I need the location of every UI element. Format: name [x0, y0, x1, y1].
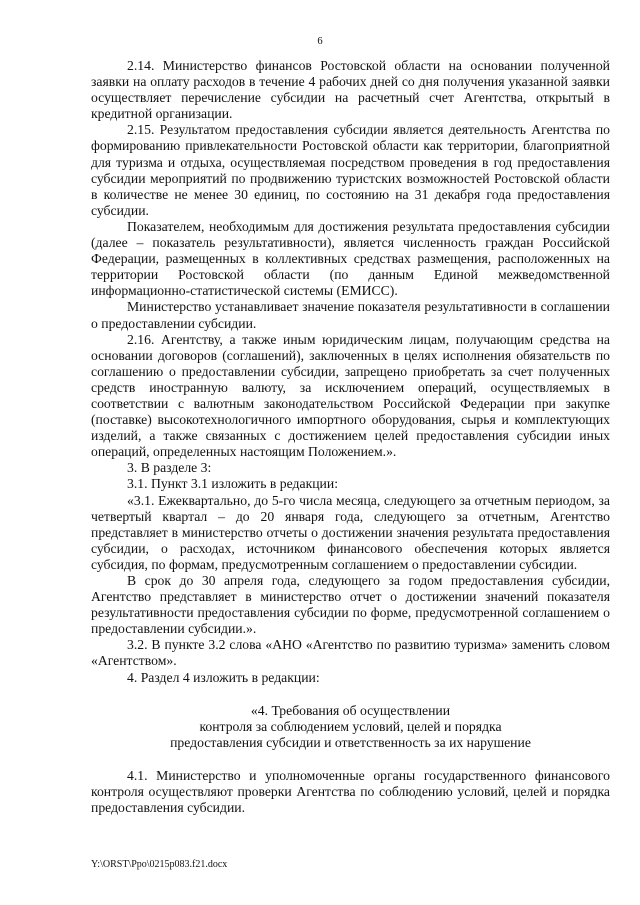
- page-number: 6: [317, 36, 323, 47]
- paragraph-2-15: 2.15. Результатом предоставления субсидии является деятельность Агентства по формированию привлекательности Ростовской области как территории, благоприятной для туризма и отдыха, осуществляемая посредством проведения в год предоставления субсидии мероприятий по продвижению туристских возможностей Ростовской области в количестве не менее 30 единиц, по состоянию на 31 декабря года предоставления субсидии.: [91, 122, 610, 218]
- paragraph-2-14: 2.14. Министерство финансов Ростовской области на основании полученной заявки на оплату расходов в течение 4 рабочих дней со дня получения указанной заявки осуществляет перечисление субсидии на расчетный счет Агентства, открытый в кредитной организации.: [91, 58, 610, 122]
- paragraph-ministry-sets-value: Министерство устанавливает значение показателя результативности в соглашении о предоставлении субсидии.: [91, 299, 610, 331]
- paragraph-indicator: Показателем, необходимым для достижения результата предоставления субсидии (далее – показатель результативности), является численность граждан Российской Федерации, размещенных в коллективных средствах размещения, расположенных на территории Ростовской области (по данным Единой межведомственной информационно-статистической системы (ЕМИСС).: [91, 218, 610, 299]
- footer-file-path: Y:\ORST\Ppo\0215p083.f21.docx: [91, 859, 228, 870]
- section-4-heading: [91, 703, 610, 751]
- paragraph-april-deadline: В срок до 30 апреля года, следующего за годом предоставления субсидии, Агентство представляет в министерство отчет о достижении значений показателя результативности предоставления субсидии по форме, предусмотренной соглашением о предоставлении субсидии.».: [91, 573, 610, 637]
- heading-line-3: предоставления субсидии и ответственность за их нарушение: [170, 734, 531, 750]
- paragraph-section-4: 4. Раздел 4 изложить в редакции:: [127, 669, 320, 685]
- heading-line-2: контроля за соблюдением условий, целей и порядка: [199, 718, 502, 734]
- document-body: [91, 58, 610, 816]
- paragraph-quarterly-reports: «3.1. Ежеквартально, до 5-го числа месяца, следующего за отчетным периодом, за четвертый квартал – до 20 января года, следующего за отчетным, Агентство представляет в министерство отчеты о достижении значения результата предоставления субсидии, о расходах, источником финансового обеспечения которых является субсидия, по формам, предусмотренным соглашением о предоставлении субсидии.: [91, 492, 610, 572]
- paragraph-4-1: 4.1. Министерство и уполномоченные органы государственного финансового контроля осуществляют проверки Агентства по соблюдению условий, целей и порядка предоставления субсидии.: [91, 767, 610, 816]
- paragraph-section-3: 3. В разделе 3:: [127, 460, 212, 476]
- paragraph-3-2: 3.2. В пункте 3.2 слова «АНО «Агентство по развитию туризма» заменить словом «Агентством».: [91, 637, 610, 669]
- heading-line-1: «4. Требования об осуществлении: [250, 702, 451, 718]
- paragraph-3-1: 3.1. Пункт 3.1 изложить в редакции:: [127, 476, 338, 492]
- paragraph-2-16: 2.16. Агентству, а также иным юридическим лицам, получающим средства на основании договоров (соглашений), заключенных в целях исполнения обязательств по соглашению о предоставлении субсидии, запрещено приобретать за счет полученных средств иностранную валюту, за исключением операций, осуществляемых в соответствии с валютным законодательством Российской Федерации при закупке (поставке) высокотехнологичного импортного оборудования, сырья и комплектующих изделий, а также связанных с достижением целей предоставления субсидии иных операций, определенных настоящим Положением.».: [91, 331, 610, 460]
